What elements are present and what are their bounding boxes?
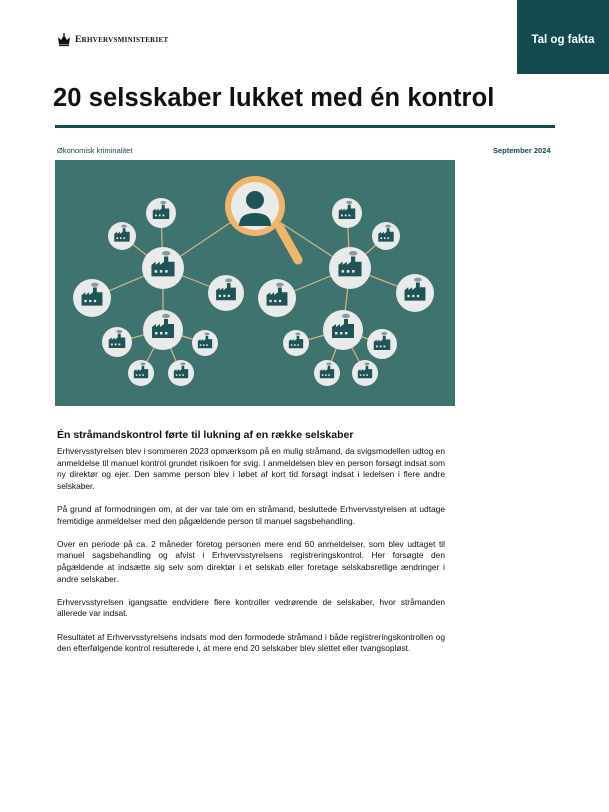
page-title: 20 selsskaber lukket med én kontrol (53, 84, 495, 112)
publication-date: September 2024 (493, 146, 551, 155)
logo-wordmark: Erhvervsministeriet (75, 35, 169, 45)
factory-node-icon (142, 247, 184, 289)
network-of-factories-with-magnifier-icon (55, 160, 455, 406)
factory-node-icon (146, 198, 176, 228)
paragraph: Erhvervsstyrelsen igangsatte endvidere flere kontroller vedrørende de selskaber, hvor stråmanden allerede var indsat. (57, 596, 445, 619)
section-tab-label: Tal og fakta (531, 34, 595, 46)
factory-node-icon (367, 329, 397, 359)
crown-icon (57, 33, 71, 47)
factory-node-icon (168, 360, 194, 386)
paragraph: Resultatet af Erhvervsstyrelsens indsats mod den formodede stråmand i både registreringskontrollen og den efterfølgende kontrol resulterede i, at mere end 20 selskaber blev slettet eller tvangsopløst. (57, 631, 445, 654)
factory-node-icon (102, 327, 132, 357)
network-illustration (55, 160, 455, 406)
paragraph: Over en periode på ca. 2 måneder foretog personen mere end 60 anmeldelser, som blev udtaget til manuel sagsbehandling og afvist i Erhvervsstyrelsens registreringskontrol. Her forsøgte den pågældende at indsætte sig selv som direktør i et selskab eller foretage selskabsretlige ændringer i andre selskaber. (57, 538, 445, 584)
factory-node-icon (192, 330, 218, 356)
factory-node-icon (314, 360, 340, 386)
paragraph: Erhvervsstyrelsen blev i sommeren 2023 opmærksom på en mulig stråmand, da svigsmodellen udtog en anmeldelse til manuel kontrol grundet risikoen for svig. I anmeldelsen blev en person forsøgt indsat som ny direktør og ejer. Den samme person blev i løbet af kort tid forsøgt indsat i ledelsen i flere andre selskaber. (57, 446, 445, 491)
magnifier-icon (225, 176, 298, 260)
factory-node-icon (283, 330, 309, 356)
factory-node-icon (128, 360, 154, 386)
factory-node-icon (352, 360, 378, 386)
factory-node-icon (332, 198, 362, 228)
section-heading: Én stråmandskontrol førte til lukning af en række selskaber (57, 429, 354, 441)
article-body (57, 446, 445, 666)
category-label: Økonomisk kriminalitet (57, 146, 133, 155)
factory-node-icon (108, 222, 136, 250)
factory-node-icon (323, 310, 363, 350)
factory-node-icon (329, 247, 371, 289)
factory-node-icon (208, 275, 244, 311)
paragraph: På grund af formodningen om, at der var tale om en stråmand, besluttede Erhvervsstyrelsen at udtage fremtidige anmeldelser med den pågældende person til manuel sagsbehandling. (57, 503, 445, 526)
factory-node-icon (396, 274, 434, 312)
section-tab (517, 0, 609, 74)
ministry-logo (57, 33, 168, 47)
factory-node-icon (258, 279, 296, 317)
factory-node-icon (143, 310, 183, 350)
title-divider (55, 125, 555, 128)
factory-node-icon (73, 279, 111, 317)
factory-node-icon (372, 222, 400, 250)
